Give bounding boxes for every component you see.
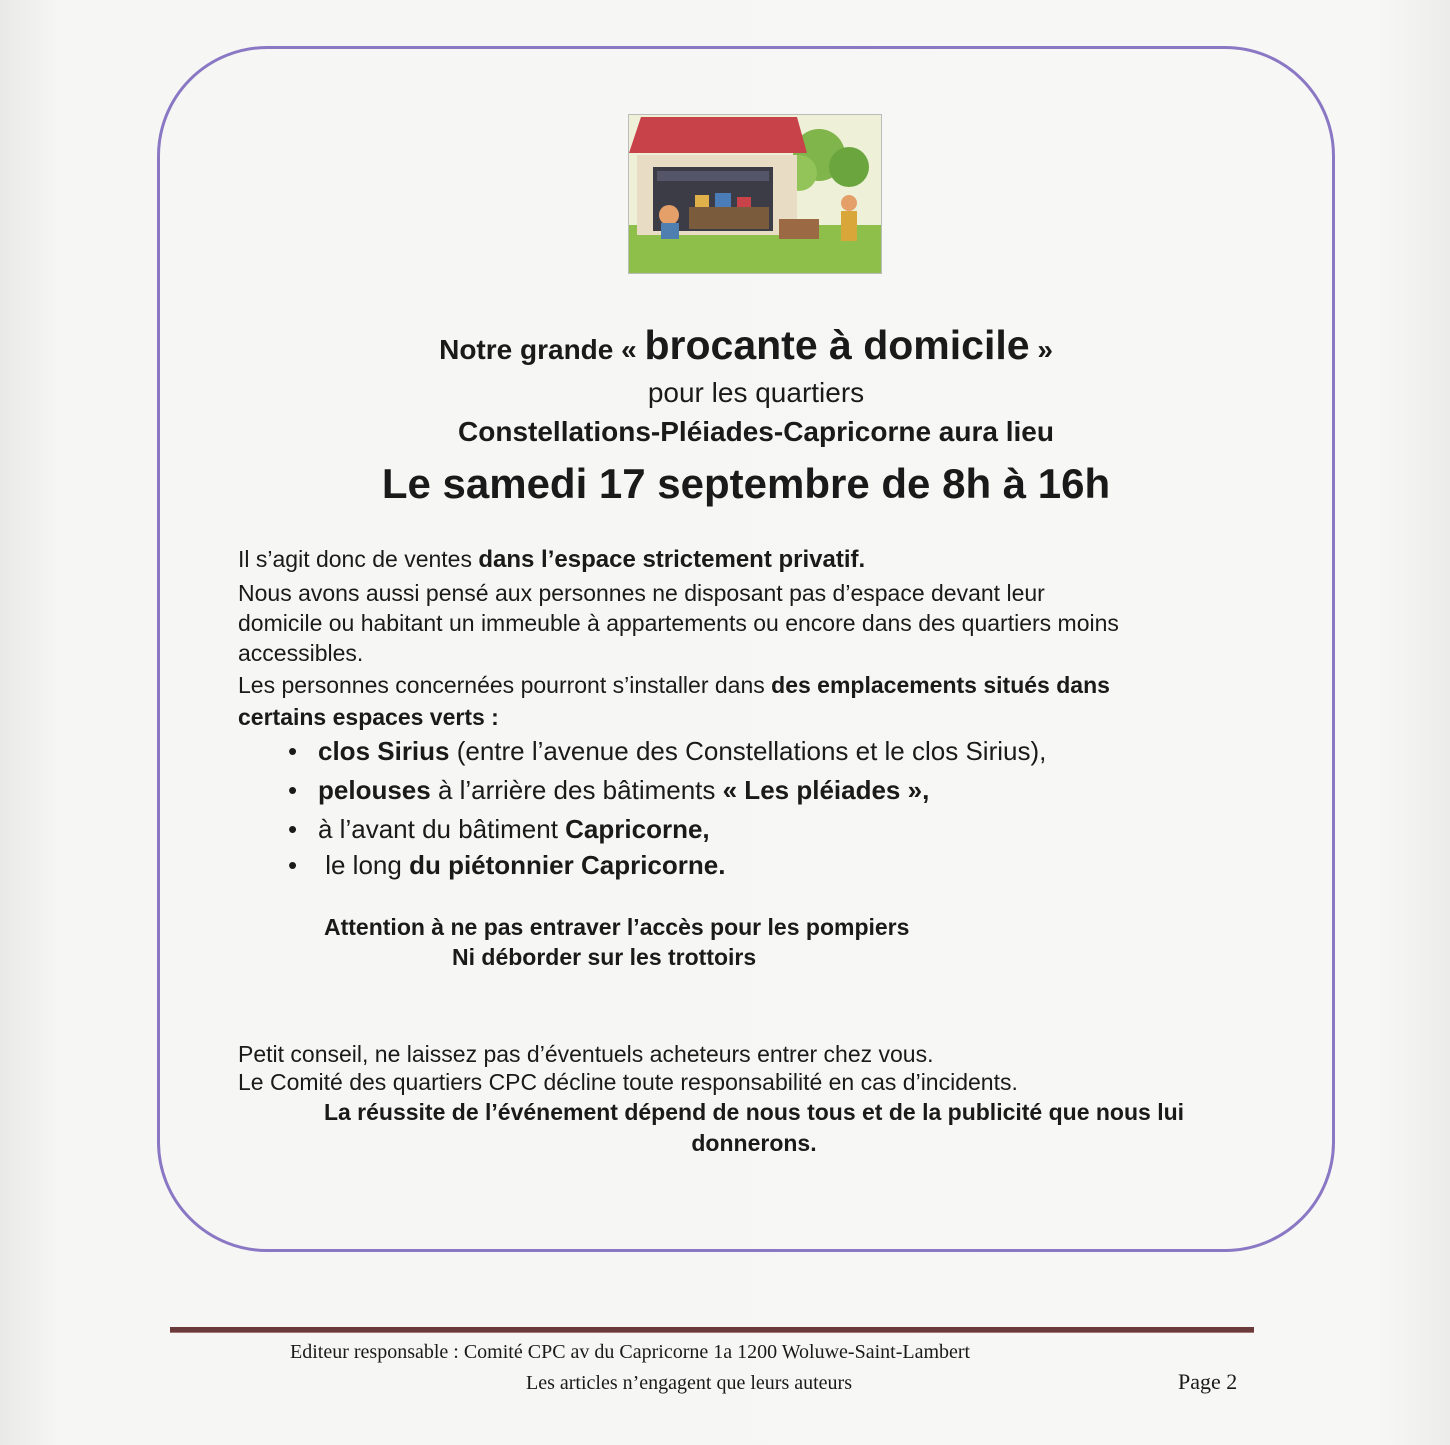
bullet-icon: • — [288, 736, 298, 766]
line5-bold: des emplacements situés dans — [771, 672, 1110, 698]
title-prefix: Notre grande « — [439, 334, 637, 365]
body-line-4: accessibles. — [238, 640, 364, 666]
tip-line-1: Petit conseil, ne laissez pas d’éventuels acheteurs entrer chez vous. — [238, 1041, 934, 1067]
warning-firefighters: Attention à ne pas entraver l’accès pour les pompiers — [324, 914, 910, 940]
bullet-icon: • — [288, 850, 298, 880]
location-tail: , — [922, 775, 930, 805]
location-bold: du piétonnier Capricorne. — [409, 850, 726, 880]
location-item — [288, 775, 929, 806]
title-main: brocante à domicile — [644, 322, 1030, 368]
location-item — [288, 850, 725, 881]
location-bold: clos Sirius — [318, 736, 450, 766]
event-date: Le samedi 17 septembre de 8h à 16h — [381, 460, 1111, 507]
footer-disclaimer: Les articles n’engagent que leurs auteurs — [526, 1372, 852, 1394]
location-text: le long — [318, 850, 410, 880]
flyer-subtitle: pour les quartiers — [647, 377, 865, 408]
flyer-title — [160, 322, 1332, 369]
location-bold-2: « Les pléiades » — [722, 775, 923, 805]
body-line-3: domicile ou habitant un immeuble à appartements ou encore dans des quartiers moins — [238, 610, 1119, 636]
location-text: à l’avant du bâtiment — [318, 814, 566, 844]
body-line-6: certains espaces verts : — [238, 704, 499, 730]
tip-line-3: La réussite de l’événement dépend de nous tous et de la publicité que nous lui — [323, 1099, 1185, 1125]
intro-bold: dans l’espace strictement privatif. — [478, 546, 866, 573]
footer-publisher: Editeur responsable : Comité CPC av du Capricorne 1a 1200 Woluwe-Saint-Lambert — [290, 1341, 971, 1363]
intro-line — [238, 546, 865, 574]
flyer-districts: Constellations-Pléiades-Capricorne aura lieu — [458, 416, 1054, 447]
title-suffix: » — [1037, 334, 1053, 365]
bullet-icon: • — [288, 775, 298, 805]
body-line-5 — [238, 672, 1110, 699]
tip-line-2: Le Comité des quartiers CPC décline toute responsabilité en cas d’incidents. — [238, 1069, 1018, 1095]
location-text: à l’arrière des bâtiments — [430, 775, 723, 805]
location-bold: pelouses — [318, 775, 431, 805]
line5-plain: Les personnes concernées pourront s’installer dans — [238, 672, 772, 698]
location-bold: Capricorne, — [565, 814, 710, 844]
location-item — [288, 814, 710, 845]
intro-plain: Il s’agit donc de ventes — [238, 546, 472, 572]
tip-line-4: donnerons. — [691, 1130, 817, 1156]
location-item — [288, 736, 1046, 767]
footer-divider — [170, 1327, 1254, 1333]
page-number: Page 2 — [1178, 1369, 1238, 1394]
warning-sidewalks: Ni déborder sur les trottoirs — [452, 944, 757, 970]
body-line-2: Nous avons aussi pensé aux personnes ne disposant pas d’espace devant leur — [238, 580, 1045, 606]
yard-sale-illustration — [628, 114, 882, 274]
bullet-icon: • — [288, 814, 298, 844]
location-text: (entre l’avenue des Constellations et le clos Sirius), — [449, 736, 1047, 766]
